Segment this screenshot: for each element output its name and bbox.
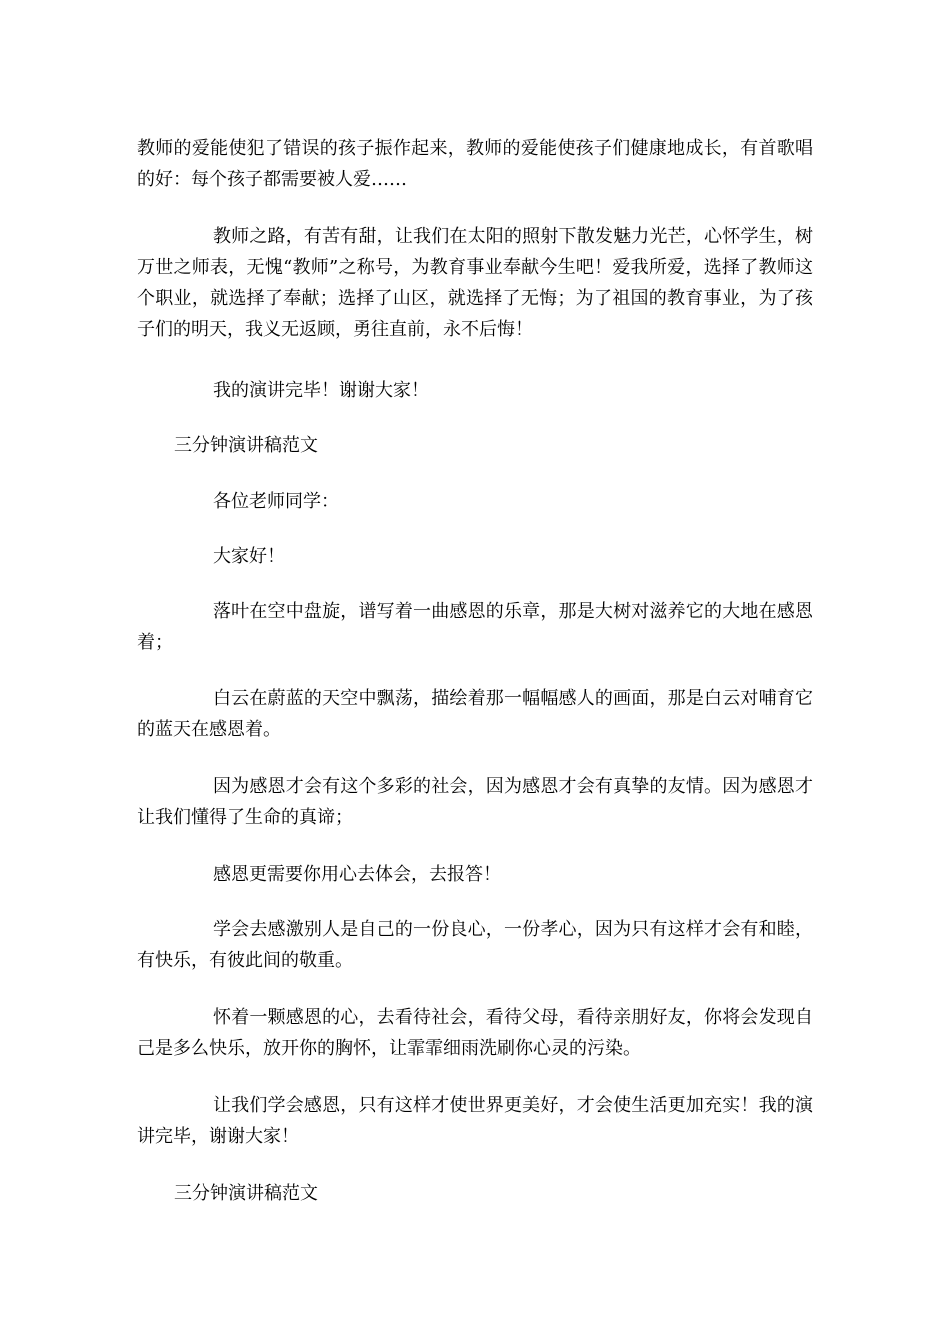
paragraph-grateful-mind: 怀着一颗感恩的心，去看待社会，看待父母，看待亲朋好友，你将会发现自己是多么快乐，放开你的胸怀，让霏霏细雨洗刷你心灵的污染。 bbox=[137, 1007, 813, 1059]
paragraph-white-clouds: 白云在蔚蓝的天空中飘荡，描绘着那一幅幅感人的画面，那是白云对哺育它的蓝天在感恩着。 bbox=[137, 688, 813, 740]
paragraph-gratitude-society: 因为感恩才会有这个多彩的社会，因为感恩才会有真挚的友情。因为感恩才让我们懂得了生命的真谛； bbox=[137, 776, 813, 828]
paragraph-gratitude-heart: 感恩更需要你用心去体会，去报答！ bbox=[213, 864, 501, 885]
paragraph-teacher-love: 教师的爱能使犯了错误的孩子振作起来，教师的爱能使孩子们健康地成长，有首歌唱的好：每个孩子都需要被人爱…… bbox=[137, 138, 813, 190]
paragraph-falling-leaves: 落叶在空中盘旋，谱写着一曲感恩的乐章，那是大树对滋养它的大地在感恩着； bbox=[137, 601, 813, 653]
paragraph-teacher-path: 教师之路，有苦有甜，让我们在太阳的照射下散发魅力光芒，心怀学生，树万世之师表，无愧“教师”之称号，为教育事业奉献今生吧！爱我所爱，选择了教师这个职业，就选择了奉献；选择了山区，就选择了无悔；为了祖国的教育事业，为了孩子们的明天，我义无返顾，勇往直前，永不后悔！ bbox=[137, 226, 813, 340]
paragraph-speech-end-2: 让我们学会感恩，只有这样才使世界更美好，才会使生活更加充实！我的演讲完毕，谢谢大家！ bbox=[137, 1095, 813, 1147]
paragraph-speech-end-1: 我的演讲完毕！谢谢大家！ bbox=[213, 380, 429, 401]
paragraph-learn-thank: 学会去感激别人是自己的一份良心，一份孝心，因为只有这样才会有和睦，有快乐，有彼此间的敬重。 bbox=[137, 919, 813, 971]
section-heading-2: 三分钟演讲稿范文 bbox=[174, 1183, 318, 1204]
section-heading-1: 三分钟演讲稿范文 bbox=[174, 435, 318, 456]
paragraph-hello-all: 大家好！ bbox=[213, 546, 285, 567]
paragraph-greeting-teachers: 各位老师同学： bbox=[213, 491, 339, 512]
